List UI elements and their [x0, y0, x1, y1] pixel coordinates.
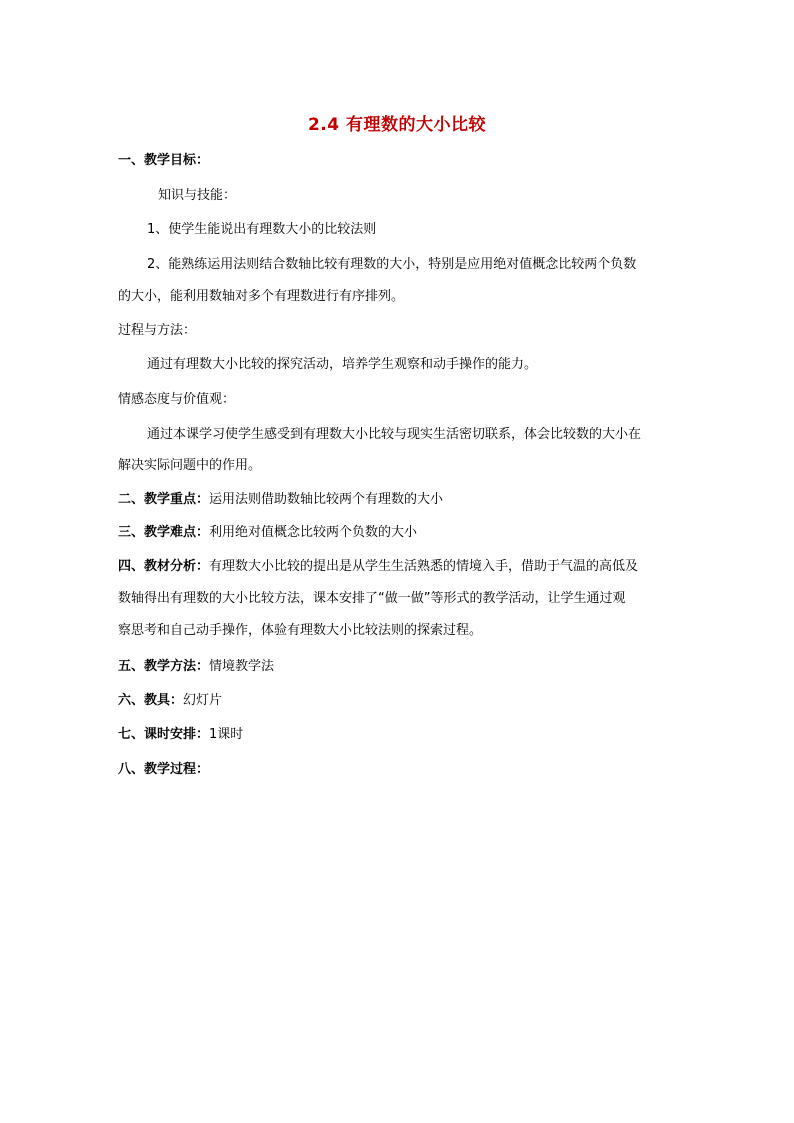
section-6-label: 六、教具：: [118, 693, 184, 708]
section-5-text: 情境教学法: [209, 659, 275, 674]
emotion-heading: 情感态度与价值观：: [118, 392, 236, 407]
section-4-line-2: 数轴得出有理数的大小比较方法，课本安排了“做一做”等形式的教学活动，让学生通过观: [118, 591, 626, 606]
section-2: [118, 490, 443, 510]
document-title: 2.4 有理数的大小比较: [307, 115, 487, 135]
section-4-line-1: [118, 557, 638, 577]
process-text: 通过有理数大小比较的探究活动，培养学生观察和动手操作的能力。: [147, 357, 538, 372]
section-3: [118, 523, 417, 543]
section-4-text-a: 有理数大小比较的提出是从学生生活熟悉的情境入手，借助于气温的高低及: [209, 559, 639, 574]
section-3-text: 利用绝对值概念比较两个负数的大小: [209, 525, 418, 540]
section-5-label: 五、教学方法：: [118, 659, 210, 674]
section-3-label: 三、教学难点：: [118, 525, 210, 540]
knowledge-item-1: 1、使学生能说出有理数大小的比较法则: [147, 222, 377, 237]
knowledge-heading: 知识与技能：: [158, 188, 237, 203]
knowledge-item-2-line-1: 2、能熟练运用法则结合数轴比较有理数的大小，特别是应用绝对值概念比较两个负数: [147, 257, 637, 272]
emotion-text-line-1: 通过本课学习使学生感受到有理数大小比较与现实生活密切联系，体会比较数的大小在: [147, 427, 642, 442]
section-5: [118, 657, 274, 677]
section-2-text: 运用法则借助数轴比较两个有理数的大小: [209, 492, 444, 507]
process-heading: 过程与方法：: [118, 323, 197, 338]
section-4-line-3: 察思考和自己动手操作，体验有理数大小比较法则的探索过程。: [118, 623, 483, 638]
section-6: [118, 691, 222, 711]
emotion-text-line-2: 解决实际问题中的作用。: [118, 458, 262, 473]
section-4-label: 四、教材分析：: [118, 559, 210, 574]
knowledge-item-2-line-2: 的大小，能利用数轴对多个有理数进行有序排列。: [118, 289, 405, 304]
section-2-label: 二、教学重点：: [118, 492, 210, 507]
section-7: [118, 725, 243, 745]
section-7-label: 七、课时安排：: [118, 727, 210, 742]
section-1-heading: 一、教学目标：: [118, 153, 210, 168]
section-7-text: 1课时: [209, 727, 244, 742]
section-6-text: 幻灯片: [183, 693, 223, 708]
section-8-heading: 八、教学过程：: [118, 762, 210, 777]
